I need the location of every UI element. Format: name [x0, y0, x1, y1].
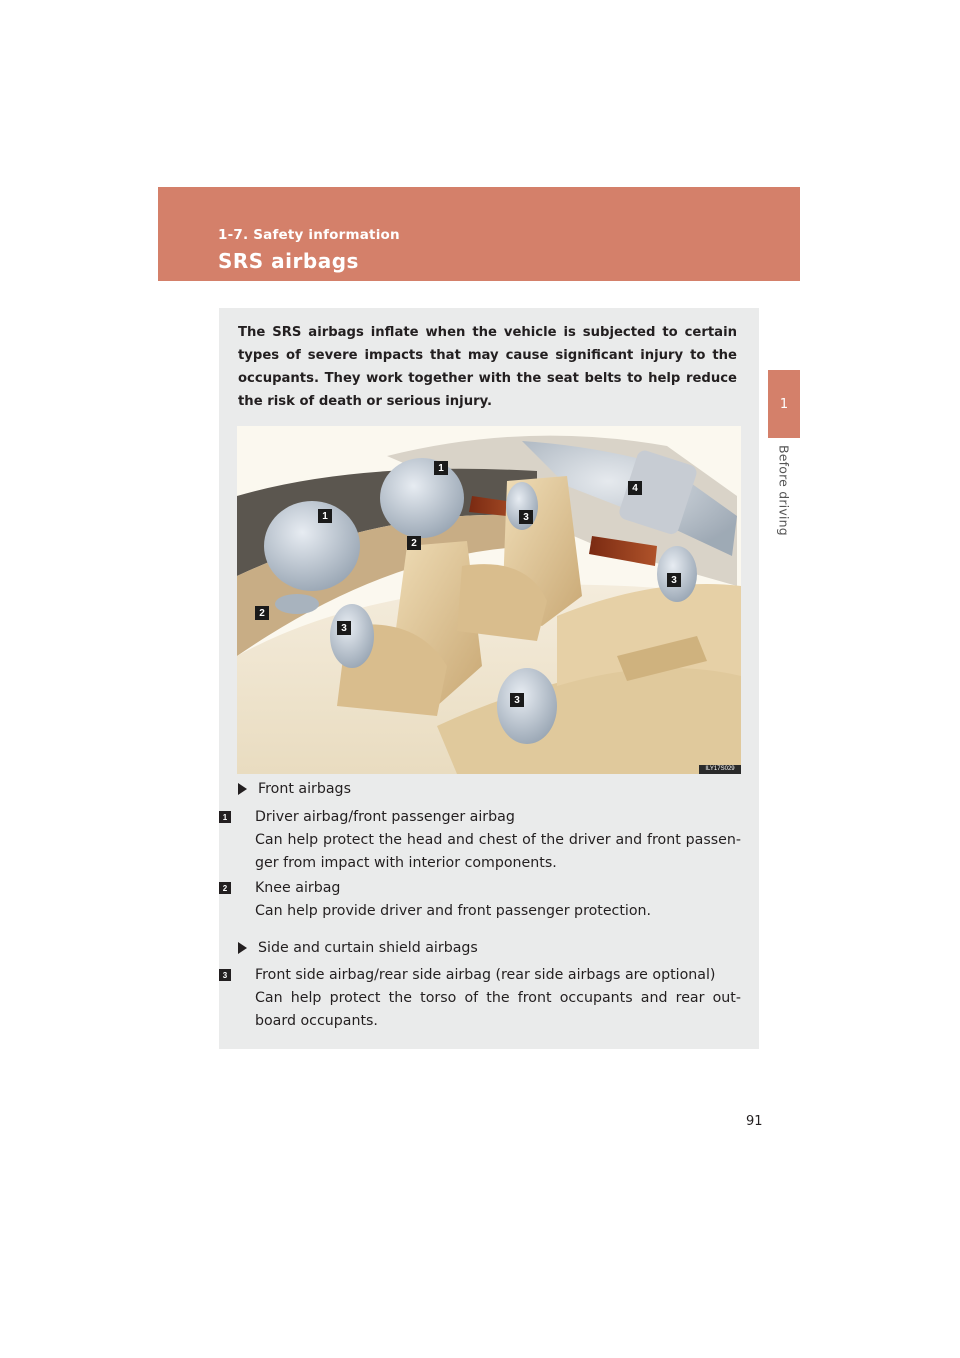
item-number: 3 [219, 969, 231, 981]
airbag-illustration [237, 426, 741, 774]
item-description: Can help protect the head and chest of the driver and front passen-ger from impact with interior components. [255, 832, 741, 871]
callout-1-driver: 1 [318, 509, 332, 523]
triangle-bullet-icon [238, 942, 247, 954]
section-heading-front: Front airbags [255, 781, 351, 797]
item-number: 1 [219, 811, 231, 823]
intro-text: The SRS airbags inflate when the vehicle is subjected to certain types of severe impacts that may cause significant injury to the occupants. They work together with the seat belts to help reduce the risk of death or serious injury. [238, 325, 737, 409]
list-item [222, 964, 741, 1033]
car-interior-drawing [237, 426, 741, 774]
chapter-number: 1 [779, 396, 789, 412]
illustration-code: ILY17S029 [699, 765, 741, 774]
list-item [222, 806, 741, 875]
section-heading-side: Side and curtain shield airbags [255, 940, 478, 956]
chapter-tab[interactable] [768, 370, 800, 438]
callout-3-rear-left: 3 [510, 693, 524, 707]
callout-3-front-right: 3 [519, 510, 533, 524]
page-title: SRS airbags [218, 249, 359, 273]
section-label: 1-7. Safety information [218, 227, 400, 243]
item-description: Can help protect the torso of the front occupants and rear out-board occupants. [255, 990, 741, 1029]
list-item [222, 877, 741, 923]
callout-2-passenger: 2 [407, 536, 421, 550]
callout-3-front-left: 3 [337, 621, 351, 635]
callout-3-rear-right: 3 [667, 573, 681, 587]
triangle-bullet-icon [238, 783, 247, 795]
item-title: Driver airbag/front passenger airbag [255, 809, 515, 825]
callout-1-passenger: 1 [434, 461, 448, 475]
callout-4-curtain: 4 [628, 481, 642, 495]
callout-2-driver: 2 [255, 606, 269, 620]
item-description: Can help provide driver and front passenger protection. [255, 903, 652, 919]
page-header [158, 187, 800, 281]
item-title: Front side airbag/rear side airbag (rear side airbags are optional) [255, 967, 716, 983]
page-number: 91 [746, 1114, 763, 1129]
item-title: Knee airbag [255, 880, 341, 896]
chapter-label: Before driving [776, 445, 792, 536]
content-box [219, 308, 759, 1049]
item-number: 2 [219, 882, 231, 894]
